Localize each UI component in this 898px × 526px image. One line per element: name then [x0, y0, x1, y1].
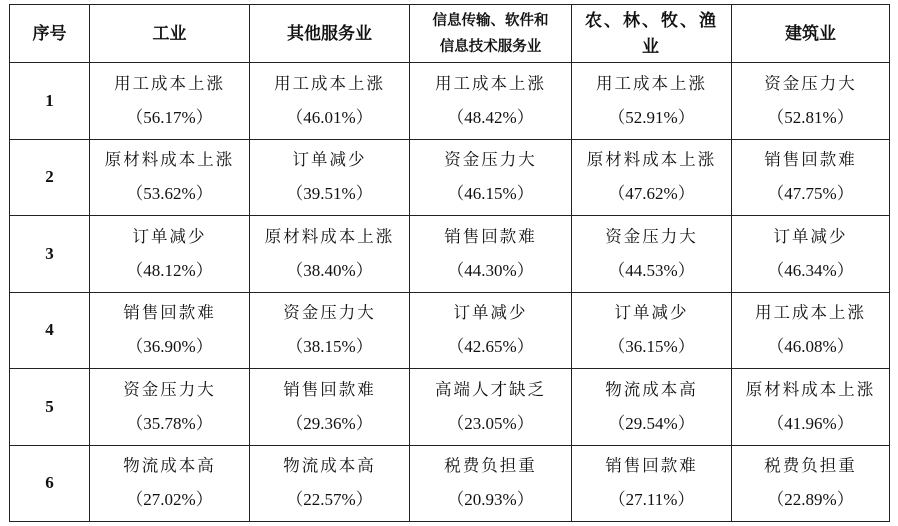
factor-label: 用工成本上涨 — [435, 73, 546, 93]
factor-label: 用工成本上涨 — [114, 73, 225, 93]
factor-percentage: （27.02%） — [126, 490, 213, 510]
header-agriculture-line-2: 业 — [642, 36, 661, 57]
factor-cell — [410, 63, 572, 140]
factor-label: 物流成本高 — [123, 456, 216, 476]
factor-cell — [90, 216, 250, 293]
factor-label: 用工成本上涨 — [755, 303, 866, 323]
factor-percentage: （29.54%） — [608, 413, 695, 433]
factor-cell — [250, 292, 410, 369]
factor-percentage: （38.15%） — [286, 337, 373, 357]
factor-cell — [250, 216, 410, 293]
rank-cell: 5 — [10, 369, 90, 446]
factor-cell — [410, 216, 572, 293]
factor-label: 销售回款难 — [444, 226, 537, 246]
factor-cell — [410, 445, 572, 522]
factor-label: 订单减少 — [292, 150, 367, 170]
factor-label: 销售回款难 — [764, 150, 857, 170]
factor-cell — [572, 216, 732, 293]
header-row — [10, 5, 890, 63]
factor-cell — [90, 139, 250, 216]
factor-label: 用工成本上涨 — [596, 73, 707, 93]
factor-percentage: （52.81%） — [767, 107, 854, 127]
factor-cell — [572, 369, 732, 446]
factor-percentage: （38.40%） — [286, 260, 373, 280]
factor-percentage: （53.62%） — [126, 184, 213, 204]
factor-cell — [410, 369, 572, 446]
factor-label: 资金压力大 — [764, 73, 857, 93]
factor-cell — [732, 139, 890, 216]
factor-label: 资金压力大 — [123, 379, 216, 399]
factor-label: 资金压力大 — [605, 226, 698, 246]
factor-percentage: （41.96%） — [767, 413, 854, 433]
header-it-services-line-2: 信息技术服务业 — [439, 38, 542, 55]
factor-percentage: （46.01%） — [286, 107, 373, 127]
header-agriculture-line-1: 农、林、牧、渔 — [585, 10, 718, 31]
factor-percentage: （44.53%） — [608, 260, 695, 280]
factor-cell — [250, 139, 410, 216]
header-it-services-line-1: 信息传输、软件和 — [432, 12, 549, 29]
header-other-services: 其他服务业 — [250, 5, 410, 63]
header-agriculture — [572, 5, 732, 63]
factor-percentage: （20.93%） — [447, 490, 534, 510]
factor-percentage: （39.51%） — [286, 184, 373, 204]
factor-label: 订单减少 — [453, 303, 528, 323]
table-row — [10, 445, 890, 522]
factor-label: 用工成本上涨 — [274, 73, 385, 93]
rank-cell: 6 — [10, 445, 90, 522]
table-row — [10, 369, 890, 446]
factor-cell — [90, 292, 250, 369]
factor-percentage: （46.08%） — [767, 337, 854, 357]
factor-label: 销售回款难 — [605, 456, 698, 476]
factor-percentage: （27.11%） — [608, 490, 695, 510]
header-it-services — [410, 5, 572, 63]
factor-cell — [572, 63, 732, 140]
factor-cell — [90, 369, 250, 446]
factor-percentage: （44.30%） — [447, 260, 534, 280]
factor-percentage: （23.05%） — [447, 413, 534, 433]
rank-cell: 2 — [10, 139, 90, 216]
factor-percentage: （47.75%） — [767, 184, 854, 204]
table-row — [10, 292, 890, 369]
factor-cell — [90, 63, 250, 140]
factor-percentage: （35.78%） — [126, 413, 213, 433]
factor-cell — [732, 63, 890, 140]
factor-cell — [732, 216, 890, 293]
factor-cell — [250, 369, 410, 446]
factor-cell — [732, 369, 890, 446]
factor-label: 税费负担重 — [444, 456, 537, 476]
factor-percentage: （42.65%） — [447, 337, 534, 357]
factor-label: 物流成本高 — [283, 456, 376, 476]
factor-percentage: （56.17%） — [126, 107, 213, 127]
factor-label: 销售回款难 — [123, 303, 216, 323]
factor-cell — [572, 445, 732, 522]
factor-label: 税费负担重 — [764, 456, 857, 476]
factor-cell — [410, 292, 572, 369]
table-row — [10, 63, 890, 140]
factor-cell — [732, 445, 890, 522]
factor-label: 原材料成本上涨 — [104, 150, 235, 170]
rank-cell: 4 — [10, 292, 90, 369]
factor-label: 订单减少 — [614, 303, 689, 323]
factor-cell — [250, 63, 410, 140]
factor-percentage: （46.15%） — [447, 184, 534, 204]
factor-percentage: （52.91%） — [608, 107, 695, 127]
factor-label: 订单减少 — [132, 226, 207, 246]
rank-cell: 3 — [10, 216, 90, 293]
factor-label: 原材料成本上涨 — [745, 379, 876, 399]
factor-cell — [250, 445, 410, 522]
factor-cell — [410, 139, 572, 216]
factor-percentage: （46.34%） — [767, 260, 854, 280]
factor-percentage: （36.15%） — [608, 337, 695, 357]
rank-cell: 1 — [10, 63, 90, 140]
header-industry: 工业 — [90, 5, 250, 63]
factor-percentage: （36.90%） — [126, 337, 213, 357]
factor-percentage: （48.12%） — [126, 260, 213, 280]
factor-label: 销售回款难 — [283, 379, 376, 399]
factor-percentage: （48.42%） — [447, 107, 534, 127]
factor-label: 高端人才缺乏 — [435, 379, 546, 399]
factor-label: 物流成本高 — [605, 379, 698, 399]
factor-percentage: （29.36%） — [286, 413, 373, 433]
factor-label: 订单减少 — [773, 226, 848, 246]
factor-cell — [572, 292, 732, 369]
factor-label: 原材料成本上涨 — [264, 226, 395, 246]
factor-percentage: （22.57%） — [286, 490, 373, 510]
factor-cell — [732, 292, 890, 369]
header-index: 序号 — [10, 5, 90, 63]
factor-percentage: （22.89%） — [767, 490, 854, 510]
factor-cell — [90, 445, 250, 522]
factor-label: 原材料成本上涨 — [586, 150, 717, 170]
industry-problem-ranking-table — [9, 4, 890, 522]
header-construction: 建筑业 — [732, 5, 890, 63]
factor-label: 资金压力大 — [283, 303, 376, 323]
table-row — [10, 216, 890, 293]
table-row — [10, 139, 890, 216]
factor-percentage: （47.62%） — [608, 184, 695, 204]
factor-label: 资金压力大 — [444, 150, 537, 170]
factor-cell — [572, 139, 732, 216]
